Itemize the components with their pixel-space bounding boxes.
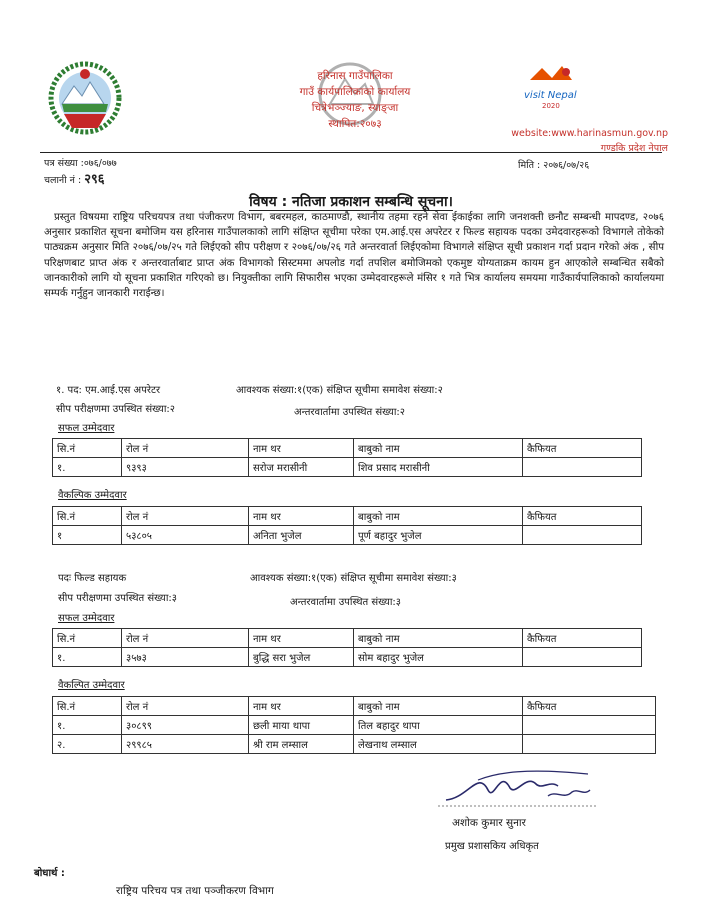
cell-remarks bbox=[523, 716, 656, 735]
post2-success-table bbox=[52, 628, 642, 667]
post1-alt-label: वैकल्पिक उम्मेदवार bbox=[58, 490, 127, 501]
cell-remarks bbox=[523, 526, 642, 545]
post2-line2-right: अन्तरवार्तामा उपस्थित संख्या:३ bbox=[290, 597, 401, 608]
post1-line1-left: १. पद: एम.आई.एस अपरेटर bbox=[56, 385, 161, 396]
cell-roll: ३०८९९ bbox=[122, 716, 249, 735]
office-header bbox=[250, 68, 460, 132]
table-header-row bbox=[53, 439, 642, 458]
col-father: बाबुको नाम bbox=[354, 629, 523, 648]
col-remarks: कैफियत bbox=[523, 629, 642, 648]
col-remarks: कैफियत bbox=[523, 439, 642, 458]
header-divider bbox=[40, 152, 662, 153]
notice-body bbox=[44, 210, 664, 301]
post1-line2-right: अन्तरवार्तामा उपस्थित संख्या:२ bbox=[294, 407, 405, 418]
table-header-row bbox=[53, 629, 642, 648]
col-sn: सि.नं bbox=[53, 629, 122, 648]
cell-name: बुद्धि सरा भुजेल bbox=[249, 648, 354, 667]
cell-roll: ९३९३ bbox=[122, 458, 249, 477]
col-name: नाम थर bbox=[249, 439, 354, 458]
col-father: बाबुको नाम bbox=[354, 439, 523, 458]
signatory-title: प्रमुख प्रशासकिय अधिकृत bbox=[445, 841, 539, 852]
cell-remarks bbox=[523, 458, 642, 477]
post1-line1-right: आवश्यक संख्या:१(एक) संक्षिप्त सूचीमा समावेश संख्या:२ bbox=[236, 385, 443, 396]
col-sn: सि.नं bbox=[53, 507, 122, 526]
cell-sn: १. bbox=[53, 458, 122, 477]
header-line-2: गाउँ कार्यपालिकाको कार्यालय bbox=[299, 86, 411, 98]
col-roll: रोल नं bbox=[122, 439, 249, 458]
handwritten-signature bbox=[438, 760, 598, 810]
col-sn: सि.नं bbox=[53, 439, 122, 458]
cell-name: सरोज मरासीनी bbox=[249, 458, 354, 477]
cell-father: सोम बहादुर भुजेल bbox=[354, 648, 523, 667]
table-header-row bbox=[53, 697, 656, 716]
nepal-emblem-logo bbox=[40, 58, 130, 138]
body-paragraph: प्रस्तुत विषयमा राष्ट्रिय परिचयपत्र तथा पंजीकरण विभाग, बबरमहल, काठमाण्डौ, स्थानीय तहमा रहने सेवा ईकाईका लागि जनशक्ती छनौट सम्बन्धी मापदण्ड, २०७६ अनुसार प्रकाशित सूचना बमोजिम यस हरिनास गाउँपालकाको लागि संक्षिप्त सूचीमा परेका एम.आई.एस अपरेटर र फिल्ड सहायक पदका उमेदवारहरूको विभागले तोकेको पाठ्यक्रम अनुसार मिति २०७६/०७/२५ गते लिईएको सीप परीक्षण र २०७६/०७/२६ गते अन्तरवार्ता लिईएकोमा विभागले संक्षिप्त सूची प्रकाशन गर्दा प्रदान गरेको अंक , सीप परिक्षणबाट प्राप्त अंक र अन्तरवार्ताबाट प्राप्त अंक विभागको सिस्टममा अपलोड गर्दा तपशिल बमोजिमको एकमुष्ट योग्यताक्रम कायम हुन आएकोले सम्बन्धित सबैको जानकारीको लागि यो सूचना प्रकाशित गरिएको छ। नियुक्तीका लागि सिफारीस भएका उम्मेदवारहरूले मंसिर १ गते भित्र कार्यालय समयमा गाउँकार्यपालिकाको कार्यालयमा सम्पर्क गर्नुहुन जानकारी गराईन्छ। bbox=[44, 212, 664, 300]
post1-alt-table bbox=[52, 506, 642, 545]
col-roll: रोल नं bbox=[122, 697, 249, 716]
post2-line2-left: सीप परीक्षणमा उपस्थित संख्या:३ bbox=[58, 593, 177, 604]
header-line-4: स्थापित:२०७३ bbox=[328, 118, 382, 130]
subject-text: विषय : नतिजा प्रकाशन सम्बन्धि सूचना। bbox=[249, 194, 453, 210]
cell-roll: २९९८५ bbox=[122, 735, 249, 754]
cell-sn: २. bbox=[53, 735, 122, 754]
cell-father: पूर्ण बहादुर भुजेल bbox=[354, 526, 523, 545]
post2-success-label: सफल उम्मेदवार bbox=[58, 613, 115, 624]
post2-line1-right: आवश्यक संख्या:१(एक) संक्षिप्त सूचीमा समावेश संख्या:३ bbox=[250, 573, 457, 584]
signatory-name: अशोक कुमार सुनार bbox=[452, 817, 526, 829]
table-row bbox=[53, 716, 656, 735]
cell-sn: १ bbox=[53, 526, 122, 545]
col-father: बाबुको नाम bbox=[354, 507, 523, 526]
visit-nepal-logo bbox=[520, 62, 580, 112]
bodartha-label: बोधार्थ : bbox=[34, 868, 65, 879]
col-roll: रोल नं bbox=[122, 629, 249, 648]
chalani-line bbox=[44, 169, 105, 187]
col-name: नाम थर bbox=[249, 629, 354, 648]
post1-line2-left: सीप परीक्षणमा उपस्थित संख्या:२ bbox=[56, 404, 175, 415]
province-text: गण्डकि प्रदेश नेपाल bbox=[600, 143, 668, 154]
visit-nepal-text: visit Nepal bbox=[524, 90, 577, 101]
col-name: नाम थर bbox=[249, 697, 354, 716]
department-name: राष्ट्रिय परिचय पत्र तथा पञ्जीकरण विभाग bbox=[116, 885, 274, 897]
cell-sn: १. bbox=[53, 716, 122, 735]
patra-sankhya: पत्र संख्या :०७६/०७७ bbox=[44, 158, 117, 169]
visit-nepal-year: 2020 bbox=[542, 102, 560, 110]
cell-roll: ५३८०५ bbox=[122, 526, 249, 545]
cell-father: शिव प्रसाद मरासीनी bbox=[354, 458, 523, 477]
col-sn: सि.नं bbox=[53, 697, 122, 716]
col-roll: रोल नं bbox=[122, 507, 249, 526]
cell-name: अनिता भुजेल bbox=[249, 526, 354, 545]
cell-father: लेखनाथ लम्साल bbox=[354, 735, 523, 754]
table-row bbox=[53, 648, 642, 667]
table-row bbox=[53, 526, 642, 545]
col-remarks: कैफियत bbox=[523, 697, 656, 716]
col-remarks: कैफियत bbox=[523, 507, 642, 526]
subject-heading bbox=[0, 192, 702, 211]
header-line-3: चित्रेभञ्ज्याङ, स्याङ्जा bbox=[311, 102, 399, 114]
cell-father: तिल बहादुर थापा bbox=[354, 716, 523, 735]
post2-alt-table bbox=[52, 696, 656, 754]
cell-name: छली माया थापा bbox=[249, 716, 354, 735]
cell-name: श्री राम लम्साल bbox=[249, 735, 354, 754]
cell-roll: ३५७३ bbox=[122, 648, 249, 667]
cell-remarks bbox=[523, 735, 656, 754]
col-name: नाम थर bbox=[249, 507, 354, 526]
col-father: बाबुको नाम bbox=[354, 697, 523, 716]
post1-success-label: सफल उम्मेदवार bbox=[58, 423, 115, 434]
table-row bbox=[53, 735, 656, 754]
website-text: website:www.harinasmun.gov.np bbox=[511, 128, 668, 139]
chalani-label: चलानी नं : bbox=[44, 175, 82, 186]
cell-remarks bbox=[523, 648, 642, 667]
miti-date: मिति : २०७६/०७/२६ bbox=[518, 160, 590, 171]
table-row bbox=[53, 458, 642, 477]
post2-line1-left: पदः फिल्ड सहायक bbox=[58, 573, 127, 584]
post2-alt-label: वैकल्पित उम्मेदवार bbox=[58, 680, 125, 691]
post1-success-table bbox=[52, 438, 642, 477]
table-header-row bbox=[53, 507, 642, 526]
cell-sn: १. bbox=[53, 648, 122, 667]
header-line-1: हरिनास गाउँपालिका bbox=[317, 70, 393, 82]
chalani-number: २९६ bbox=[84, 172, 105, 187]
